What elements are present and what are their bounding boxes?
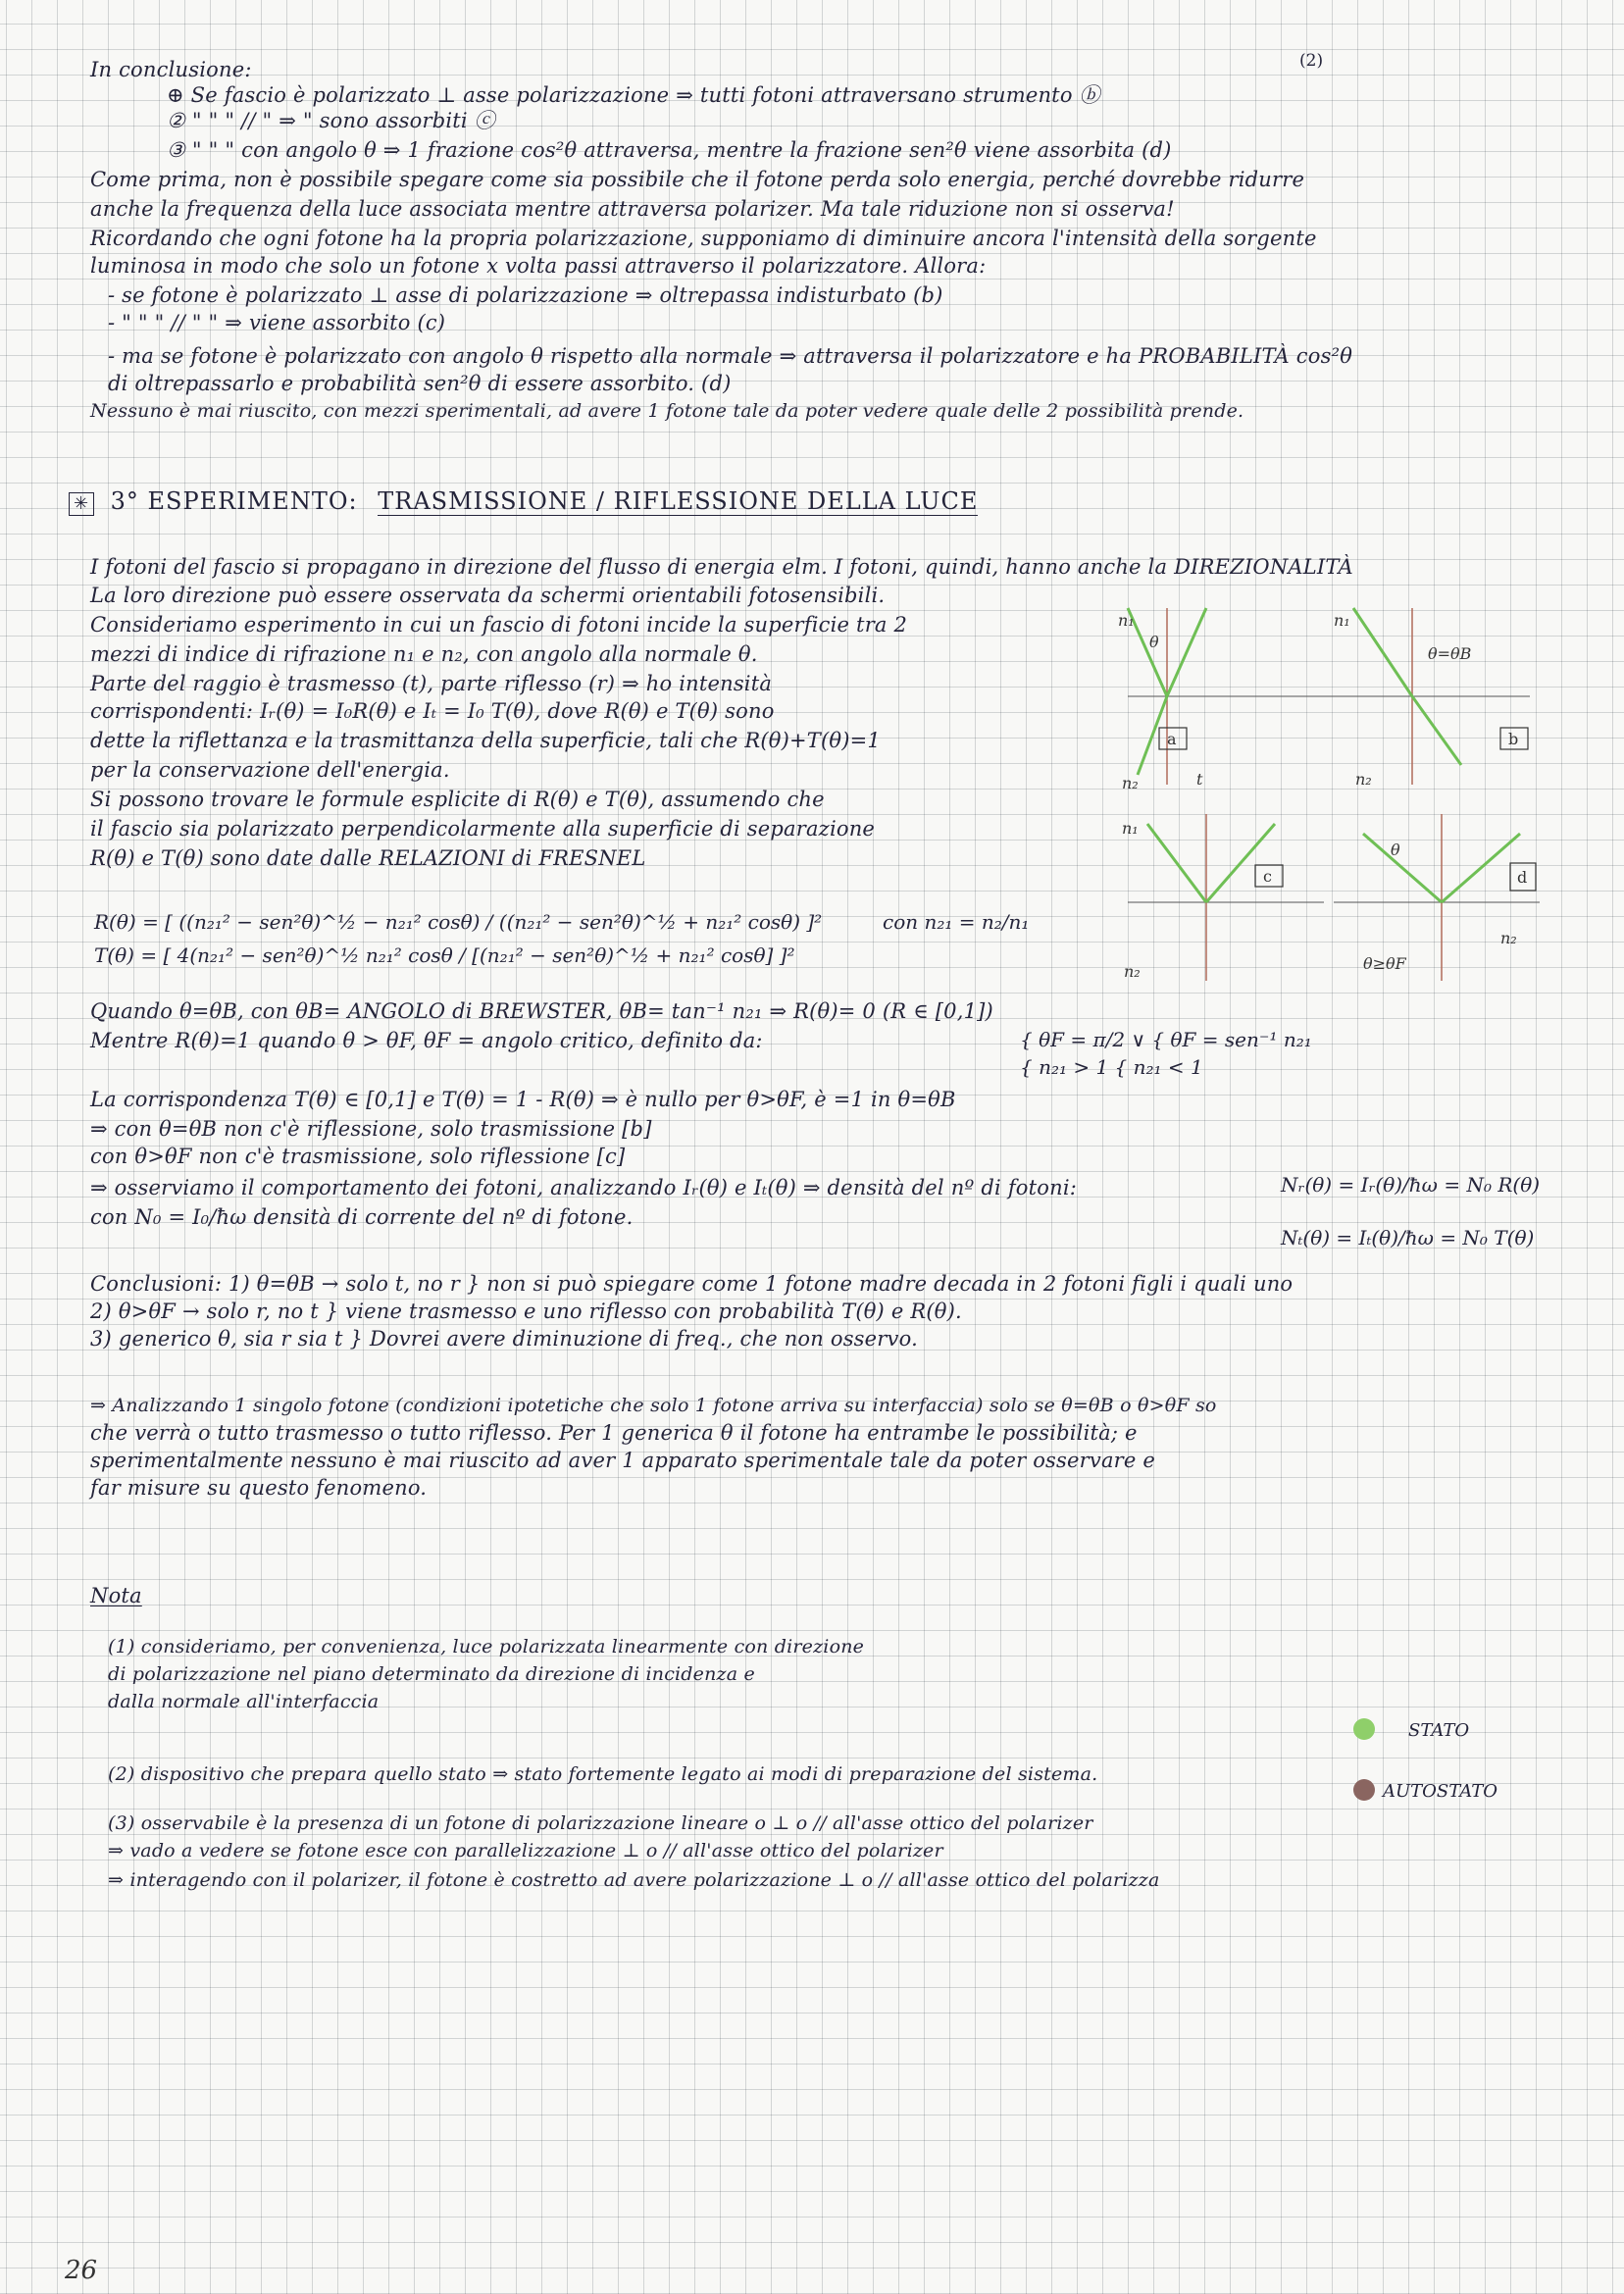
text-line: Quando θ=θB, con θB= ANGOLO di BREWSTER, θB= tan⁻¹ n₂₁ ⇒ R(θ)= 0 (R ∈ [0,1]) [90, 999, 993, 1023]
text-line: di polarizzazione nel piano determinato da direzione di incidenza e [108, 1663, 755, 1685]
text-line: mezzi di indice di rifrazione n₁ e n₂, con angolo alla normale θ. [90, 642, 758, 666]
theta-ge-d: θ≥θF [1363, 954, 1406, 973]
text-line: ⊕ Se fascio è polarizzato ⊥ asse polarizzazione ⇒ tutti fotoni attraversano strumento ⓑ [167, 83, 1100, 107]
text-line: Nota [90, 1584, 142, 1607]
n2-label-b: n₂ [1355, 770, 1372, 789]
diagram-d [1334, 814, 1540, 981]
text-line: - ma se fotone è polarizzato con angolo θ rispetto alla normale ⇒ attraversa il polarizzatore e ha PROBABILITÀ cos²θ [108, 344, 1353, 368]
text-line: dette la riflettanza e la trasmittanza della superficie, tali che R(θ)+T(θ)=1 [90, 729, 881, 752]
corner-mark: (2) [1299, 51, 1324, 71]
critical-angle-def: { θF = π/2 ∨ { θF = sen⁻¹ n₂₁ [1020, 1028, 1312, 1051]
fresnel-R-formula: R(θ) = [ ((n₂₁² − sen²θ)^½ − n₂₁² cosθ) / ((n₂₁² − sen²θ)^½ + n₂₁² cosθ) ]² [94, 910, 823, 934]
text-line: Ricordando che ogni fotone ha la propria polarizzazione, supponiamo di diminuire ancora l'intensità della sorgente [90, 227, 1317, 250]
critical-angle-cond: { n₂₁ > 1 { n₂₁ < 1 [1020, 1055, 1203, 1079]
n2-label-c: n₂ [1124, 962, 1141, 981]
label-a: a [1167, 730, 1177, 748]
text-line: per la conservazione dell'energia. [90, 758, 450, 782]
label-b: b [1508, 730, 1519, 748]
text-line: ⇒ Analizzando 1 singolo fotone (condizioni ipotetiche che solo 1 fotone arriva su interfaccia) solo se θ=θB o θ>θF so [90, 1395, 1217, 1416]
theta-label-d: θ [1391, 841, 1400, 859]
diagram-c [1122, 814, 1324, 981]
text-line: (1) consideriamo, per convenienza, luce polarizzata linearmente con direzione [108, 1636, 865, 1657]
text-line: La corrispondenza T(θ) ∈ [0,1] e T(θ) = 1 - R(θ) ⇒ è nullo per θ>θF, è =1 in θ=θB [90, 1088, 956, 1111]
stato-dot [1353, 1718, 1375, 1740]
theta-label-a: θ [1149, 633, 1159, 651]
reflection-diagrams [1118, 598, 1549, 991]
n1-label-c: n₁ [1122, 819, 1139, 838]
diagram-a [1118, 608, 1324, 792]
text-line: Consideriamo esperimento in cui un fascio di fotoni incide la superficie tra 2 [90, 613, 908, 637]
text-line: ② " " " // " ⇒ " sono assorbiti ⓒ [167, 109, 495, 132]
text-line: ⇒ interagendo con il polarizer, il fotone è costretto ad avere polarizzazione ⊥ o // all'asse ottico del polarizza [108, 1869, 1160, 1891]
theta-eq-b: θ=θB [1428, 644, 1472, 663]
text-line: Nessuno è mai riuscito, con mezzi sperimentali, ad avere 1 fotone tale da poter vedere quale delle 2 possibilità prende. [90, 400, 1244, 422]
text-line: 2) θ>θF → solo r, no t } viene trasmesso e uno riflesso con probabilità T(θ) e R(θ). [90, 1300, 962, 1323]
text-line: ⇒ osserviamo il comportamento dei fotoni, analizzando Iᵣ(θ) e Iₜ(θ) ⇒ densità del nº di fotoni: [90, 1176, 1078, 1199]
autostato-dot [1353, 1779, 1375, 1801]
text-line: di oltrepassarlo e probabilità sen²θ di essere assorbito. (d) [108, 372, 732, 395]
text-line: con N₀ = I₀/ħω densità di corrente del nº di fotone. [90, 1205, 634, 1229]
n1-label-a: n₁ [1118, 611, 1135, 630]
text-line: che verrà o tutto trasmesso o tutto riflesso. Per 1 generica θ il fotone ha entrambe le possibilità; e [90, 1421, 1138, 1445]
text-line: R(θ) e T(θ) sono date dalle RELAZIONI di FRESNEL [90, 846, 646, 870]
text-line: anche la frequenza della luce associata mentre attraversa polarizer. Ma tale riduzione non si osserva! [90, 197, 1175, 221]
text-line: - se fotone è polarizzato ⊥ asse di polarizzazione ⇒ oltrepassa indisturbato (b) [108, 283, 943, 307]
text-line: sperimentalmente nessuno è mai riuscito ad aver 1 apparato sperimentale tale da poter osservare e [90, 1449, 1156, 1472]
t-label-a: t [1196, 770, 1203, 789]
text-line: In conclusione: [90, 58, 252, 81]
text-line: luminosa in modo che solo un fotone x volta passi attraverso il polarizzatore. Allora: [90, 254, 987, 278]
text-line: corrispondenti: Iᵣ(θ) = I₀R(θ) e Iₜ = I₀ T(θ), dove R(θ) e T(θ) sono [90, 699, 775, 723]
autostato-label: AUTOSTATO [1383, 1781, 1498, 1802]
diagram-b [1324, 608, 1530, 789]
page-number: 26 [65, 2256, 98, 2285]
text-line: - " " " // " " ⇒ viene assorbito (c) [108, 311, 446, 334]
heading-number: 3° ESPERIMENTO: [110, 487, 358, 515]
fresnel-T-formula: T(θ) = [ 4(n₂₁² − sen²θ)^½ n₂₁² cosθ / [(n₂₁² − sen²θ)^½ + n₂₁² cosθ] ]² [94, 943, 795, 967]
text-line: il fascio sia polarizzato perpendicolarmente alla superficie di separazione [90, 817, 876, 841]
label-c: c [1263, 867, 1272, 886]
text-line: Come prima, non è possibile spegare come sia possibile che il fotone perda solo energia, perché dovrebbe ridurre [90, 168, 1305, 191]
section-heading [69, 487, 978, 516]
n2-label-a: n₂ [1122, 774, 1139, 792]
text-line: 3) generico θ, sia r sia t } Dovrei avere diminuzione di freq., che non osservo. [90, 1327, 918, 1351]
text-line: (2) dispositivo che prepara quello stato ⇒ stato fortemente legato ai modi di preparazione del sistema. [108, 1763, 1098, 1785]
text-line: ③ " " " con angolo θ ⇒ 1 frazione cos²θ attraversa, mentre la frazione sen²θ viene assorbita (d) [167, 138, 1172, 162]
text-line: ⇒ vado a vedere se fotone esce con parallelizzazione ⊥ o // all'asse ottico del polarizer [108, 1840, 943, 1861]
heading-title: TRASMISSIONE / RIFLESSIONE DELLA LUCE [378, 487, 979, 515]
text-line: (3) osservabile è la presenza di un fotone di polarizzazione lineare o ⊥ o // all'asse ottico del polarizer [108, 1812, 1093, 1834]
text-line: Si possono trovare le formule esplicite di R(θ) e T(θ), assumendo che [90, 788, 825, 811]
photon-density-r: Nᵣ(θ) = Iᵣ(θ)/ħω = N₀ R(θ) [1281, 1173, 1541, 1197]
text-line: Mentre R(θ)=1 quando θ > θF, θF = angolo critico, definito da: [90, 1029, 763, 1052]
label-d: d [1517, 868, 1528, 887]
text-line: I fotoni del fascio si propagano in direzione del flusso di energia elm. I fotoni, quindi, hanno anche la DIREZIONALITÀ [90, 555, 1353, 579]
text-line: La loro direzione può essere osservata da schermi orientabili fotosensibili. [90, 584, 886, 607]
text-line: far misure su questo fenomeno. [90, 1476, 428, 1500]
text-line: con θ>θF non c'è trasmissione, solo riflessione [c] [90, 1145, 626, 1168]
text-line: ⇒ con θ=θB non c'è riflessione, solo trasmissione [b] [90, 1117, 652, 1141]
text-line: Conclusioni: 1) θ=θB → solo t, no r } non si può spiegare come 1 fotone madre decada in 2 fotoni figli i quali uno [90, 1272, 1294, 1296]
stato-label: STATO [1408, 1720, 1470, 1741]
n2-label-d: n₂ [1500, 929, 1517, 947]
text-line: Parte del raggio è trasmesso (t), parte riflesso (r) ⇒ ho intensità [90, 672, 773, 695]
n1-label-b: n₁ [1334, 611, 1350, 630]
n21-definition: con n₂₁ = n₂/n₁ [883, 910, 1030, 934]
asterisk-icon: ✳ [69, 492, 94, 516]
photon-density-t: Nₜ(θ) = Iₜ(θ)/ħω = N₀ T(θ) [1281, 1226, 1535, 1249]
text-line: dalla normale all'interfaccia [108, 1691, 380, 1712]
